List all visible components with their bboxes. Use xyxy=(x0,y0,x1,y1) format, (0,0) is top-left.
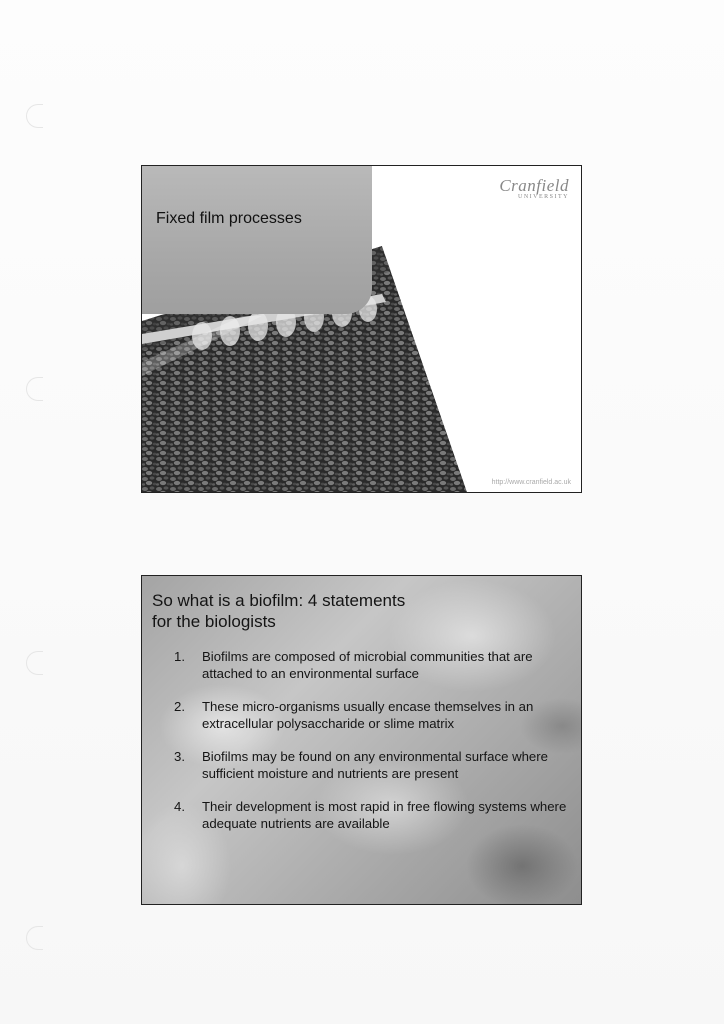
punch-hole xyxy=(26,377,43,401)
item-number: 4. xyxy=(174,799,185,814)
statement-list xyxy=(174,648,574,848)
list-item xyxy=(174,748,574,782)
list-item xyxy=(174,698,574,732)
item-number: 3. xyxy=(174,749,185,764)
slide-biofilm xyxy=(141,575,582,905)
item-text: These micro-organisms usually encase themselves in an extracellular polysaccharide or slime matrix xyxy=(202,699,534,731)
item-text: Biofilms are composed of microbial communities that are attached to an environmental surface xyxy=(202,649,533,681)
list-item xyxy=(174,798,574,832)
slide-title xyxy=(152,590,572,632)
punch-hole xyxy=(26,926,43,950)
title-line-2: for the biologists xyxy=(152,612,276,631)
logo-sub: UNIVERSITY xyxy=(518,194,569,200)
list-item xyxy=(174,648,574,682)
punch-hole xyxy=(26,651,43,675)
item-number: 2. xyxy=(174,699,185,714)
slide-title: Fixed film processes xyxy=(156,210,302,227)
item-number: 1. xyxy=(174,649,185,664)
title-panel xyxy=(142,166,372,314)
logo-name: Cranfield xyxy=(499,176,569,195)
punch-hole xyxy=(26,104,43,128)
item-text: Their development is most rapid in free flowing systems where adequate nutrients are available xyxy=(202,799,567,831)
cranfield-logo xyxy=(499,176,569,200)
slide-fixed-film xyxy=(141,165,582,493)
slide-url: http://www.cranfield.ac.uk xyxy=(491,479,571,486)
item-text: Biofilms may be found on any environmental surface where sufficient moisture and nutrients are present xyxy=(202,749,548,781)
title-line-1: So what is a biofilm: 4 statements xyxy=(152,591,406,610)
